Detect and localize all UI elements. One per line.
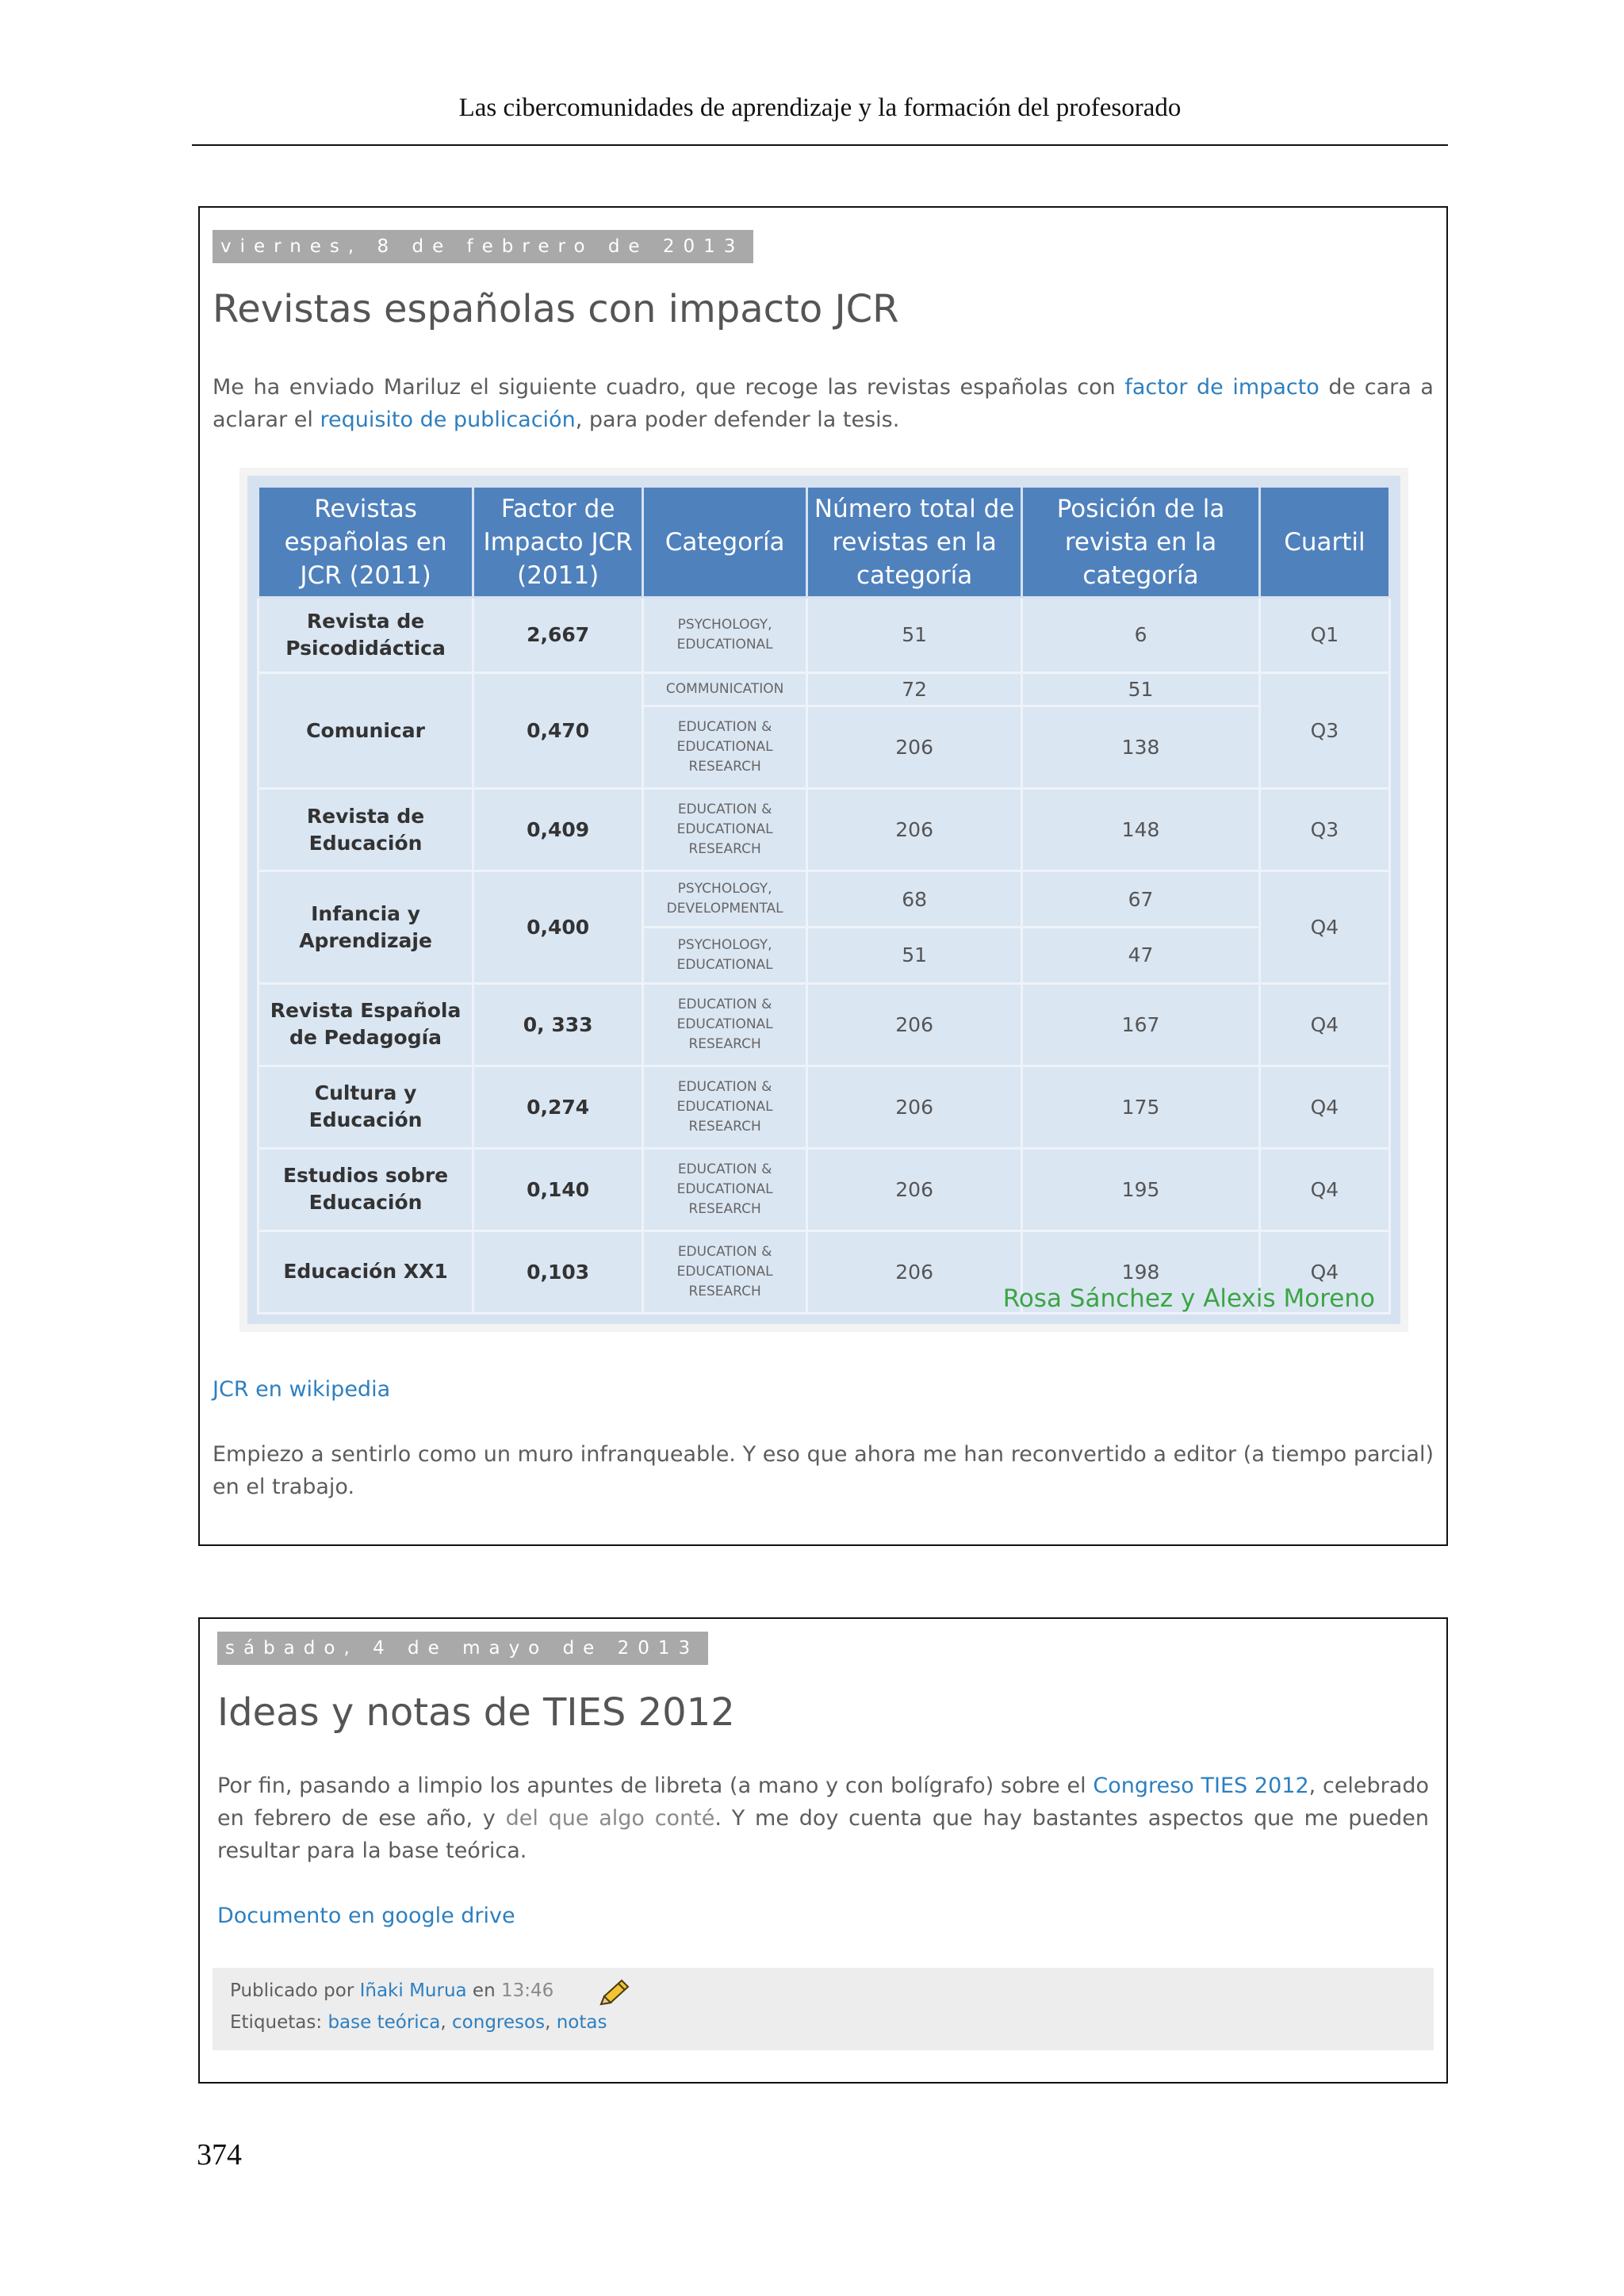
edit-pencil-icon[interactable]	[596, 1977, 631, 2009]
factor-cell: 2,667	[473, 598, 643, 673]
author-link[interactable]: Iñaki Murua	[359, 1980, 467, 2001]
table-row	[259, 871, 1390, 928]
total-cell: 72	[807, 672, 1022, 706]
post-footer	[213, 1968, 1434, 2050]
cuartil-cell: Q4	[1259, 1230, 1389, 1313]
categoria-cell: EDUCATION & EDUCATIONAL RESEARCH	[643, 1148, 807, 1230]
google-drive-link[interactable]: Documento en google drive	[217, 1904, 515, 1928]
header-posicion: Posición de la revista en la categoría	[1022, 487, 1260, 598]
running-header: Las cibercomunidades de aprendizaje y la formación del profesorado	[458, 94, 1182, 122]
factor-cell: 0,140	[473, 1148, 643, 1230]
cuartil-cell: Q4	[1259, 1066, 1389, 1148]
posicion-cell: 51	[1022, 672, 1260, 706]
posicion-cell: 47	[1022, 928, 1260, 984]
total-cell: 206	[807, 1148, 1022, 1230]
table-row	[259, 1066, 1390, 1148]
table-row	[259, 789, 1390, 871]
published-line: Publicado por Iñaki Murua en 13:46	[230, 1980, 554, 2001]
blog-post-ties	[198, 1617, 1448, 2084]
factor-cell: 0,103	[473, 1230, 643, 1313]
posicion-cell: 195	[1022, 1148, 1260, 1230]
header-numero-total: Número total de revistas en la categoría	[807, 487, 1022, 598]
factor-cell: 0,409	[473, 789, 643, 871]
factor-impacto-link[interactable]: factor de impacto	[1124, 375, 1320, 400]
total-cell: 206	[807, 1230, 1022, 1313]
post-title: Revistas españolas con impacto JCR	[213, 287, 899, 331]
posicion-cell: 175	[1022, 1066, 1260, 1148]
post-time-link[interactable]: 13:46	[500, 1980, 554, 2001]
revista-cell: Estudios sobre Educación	[259, 1148, 473, 1230]
cuartil-cell: Q3	[1259, 789, 1389, 871]
categoria-cell: EDUCATION & EDUCATIONAL RESEARCH	[643, 1066, 807, 1148]
categoria-cell: PSYCHOLOGY, EDUCATIONAL	[643, 598, 807, 673]
jcr-wikipedia-link[interactable]: JCR en wikipedia	[213, 1377, 391, 1402]
posicion-cell: 6	[1022, 598, 1260, 673]
total-cell: 206	[807, 983, 1022, 1066]
categoria-cell: EDUCATION & EDUCATIONAL RESEARCH	[643, 1230, 807, 1313]
post-closing: Empiezo a sentirlo como un muro infranqueable. Y eso que ahora me han reconvertido a editor (a tiempo parcial) en el trabajo.	[213, 1442, 1434, 1499]
total-cell: 206	[807, 1066, 1022, 1148]
blog-post-jcr	[198, 206, 1448, 1546]
categoria-cell: EDUCATION & EDUCATIONAL RESEARCH	[643, 789, 807, 871]
page-number: 374	[197, 2138, 242, 2172]
categoria-cell: PSYCHOLOGY, EDUCATIONAL	[643, 928, 807, 984]
factor-cell: 0,400	[473, 871, 643, 983]
total-cell: 51	[807, 928, 1022, 984]
del-que-algo-conte-link[interactable]: del que algo conté	[505, 1806, 715, 1831]
categoria-cell: COMMUNICATION	[643, 672, 807, 706]
label-link[interactable]: base teórica	[327, 2012, 441, 2033]
jcr-table	[257, 485, 1391, 1314]
table-credit: Rosa Sánchez y Alexis Moreno	[1002, 1284, 1375, 1313]
label-link[interactable]: notas	[556, 2012, 607, 2033]
revista-cell: Comunicar	[259, 672, 473, 789]
header-revistas: Revistas españolas en JCR (2011)	[259, 487, 473, 598]
cuartil-cell: Q4	[1259, 1148, 1389, 1230]
categoria-cell: EDUCATION & EDUCATIONAL RESEARCH	[643, 983, 807, 1066]
total-cell: 206	[807, 706, 1022, 789]
factor-cell: 0,470	[473, 672, 643, 789]
table-row	[259, 672, 1390, 706]
jcr-table-image	[239, 468, 1408, 1332]
post-date: sábado, 4 de mayo de 2013	[217, 1632, 708, 1665]
header-categoria: Categoría	[643, 487, 807, 598]
table-row	[259, 598, 1390, 673]
table-row	[259, 983, 1390, 1066]
revista-cell: Cultura y Educación	[259, 1066, 473, 1148]
revista-cell: Revista de Educación	[259, 789, 473, 871]
revista-cell: Revista de Psicodidáctica	[259, 598, 473, 673]
header-factor: Factor de Impacto JCR (2011)	[473, 487, 643, 598]
factor-cell: 0,274	[473, 1066, 643, 1148]
revista-cell: Infancia y Aprendizaje	[259, 871, 473, 983]
categoria-cell: EDUCATION & EDUCATIONAL RESEARCH	[643, 706, 807, 789]
table-row	[259, 1148, 1390, 1230]
post-body: Por fin, pasando a limpio los apuntes de libreta (a mano y con bolígrafo) sobre el Congreso TIES 2012, celebrado en febrero de ese año, y del que algo conté. Y me doy cuenta que hay bastantes aspectos que me pueden resultar para la base teórica.	[217, 1774, 1429, 1863]
factor-cell: 0, 333	[473, 983, 643, 1066]
posicion-cell: 67	[1022, 871, 1260, 928]
cuartil-cell: Q4	[1259, 871, 1389, 983]
header-rule	[192, 144, 1448, 146]
total-cell: 206	[807, 789, 1022, 871]
post-title: Ideas y notas de TIES 2012	[217, 1690, 735, 1735]
cuartil-cell: Q1	[1259, 598, 1389, 673]
labels-line: Etiquetas: base teórica, congresos, notas	[230, 2012, 607, 2033]
cuartil-cell: Q3	[1259, 672, 1389, 789]
cuartil-cell: Q4	[1259, 983, 1389, 1066]
revista-cell: Revista Española de Pedagogía	[259, 983, 473, 1066]
congreso-ties-link[interactable]: Congreso TIES 2012	[1093, 1774, 1309, 1798]
post-date: viernes, 8 de febrero de 2013	[213, 230, 753, 263]
categoria-cell: PSYCHOLOGY, DEVELOPMENTAL	[643, 871, 807, 928]
total-cell: 51	[807, 598, 1022, 673]
posicion-cell: 138	[1022, 706, 1260, 789]
posicion-cell: 198	[1022, 1230, 1260, 1313]
requisito-publicacion-link[interactable]: requisito de publicación	[320, 408, 576, 432]
revista-cell: Educación XX1	[259, 1230, 473, 1313]
post-intro: Me ha enviado Mariluz el siguiente cuadro, que recoge las revistas españolas con factor de impacto de cara a aclarar el requisito de publicación, para poder defender la tesis.	[213, 375, 1434, 432]
total-cell: 68	[807, 871, 1022, 928]
header-cuartil: Cuartil	[1259, 487, 1389, 598]
label-link[interactable]: congresos	[452, 2012, 546, 2033]
posicion-cell: 167	[1022, 983, 1260, 1066]
posicion-cell: 148	[1022, 789, 1260, 871]
